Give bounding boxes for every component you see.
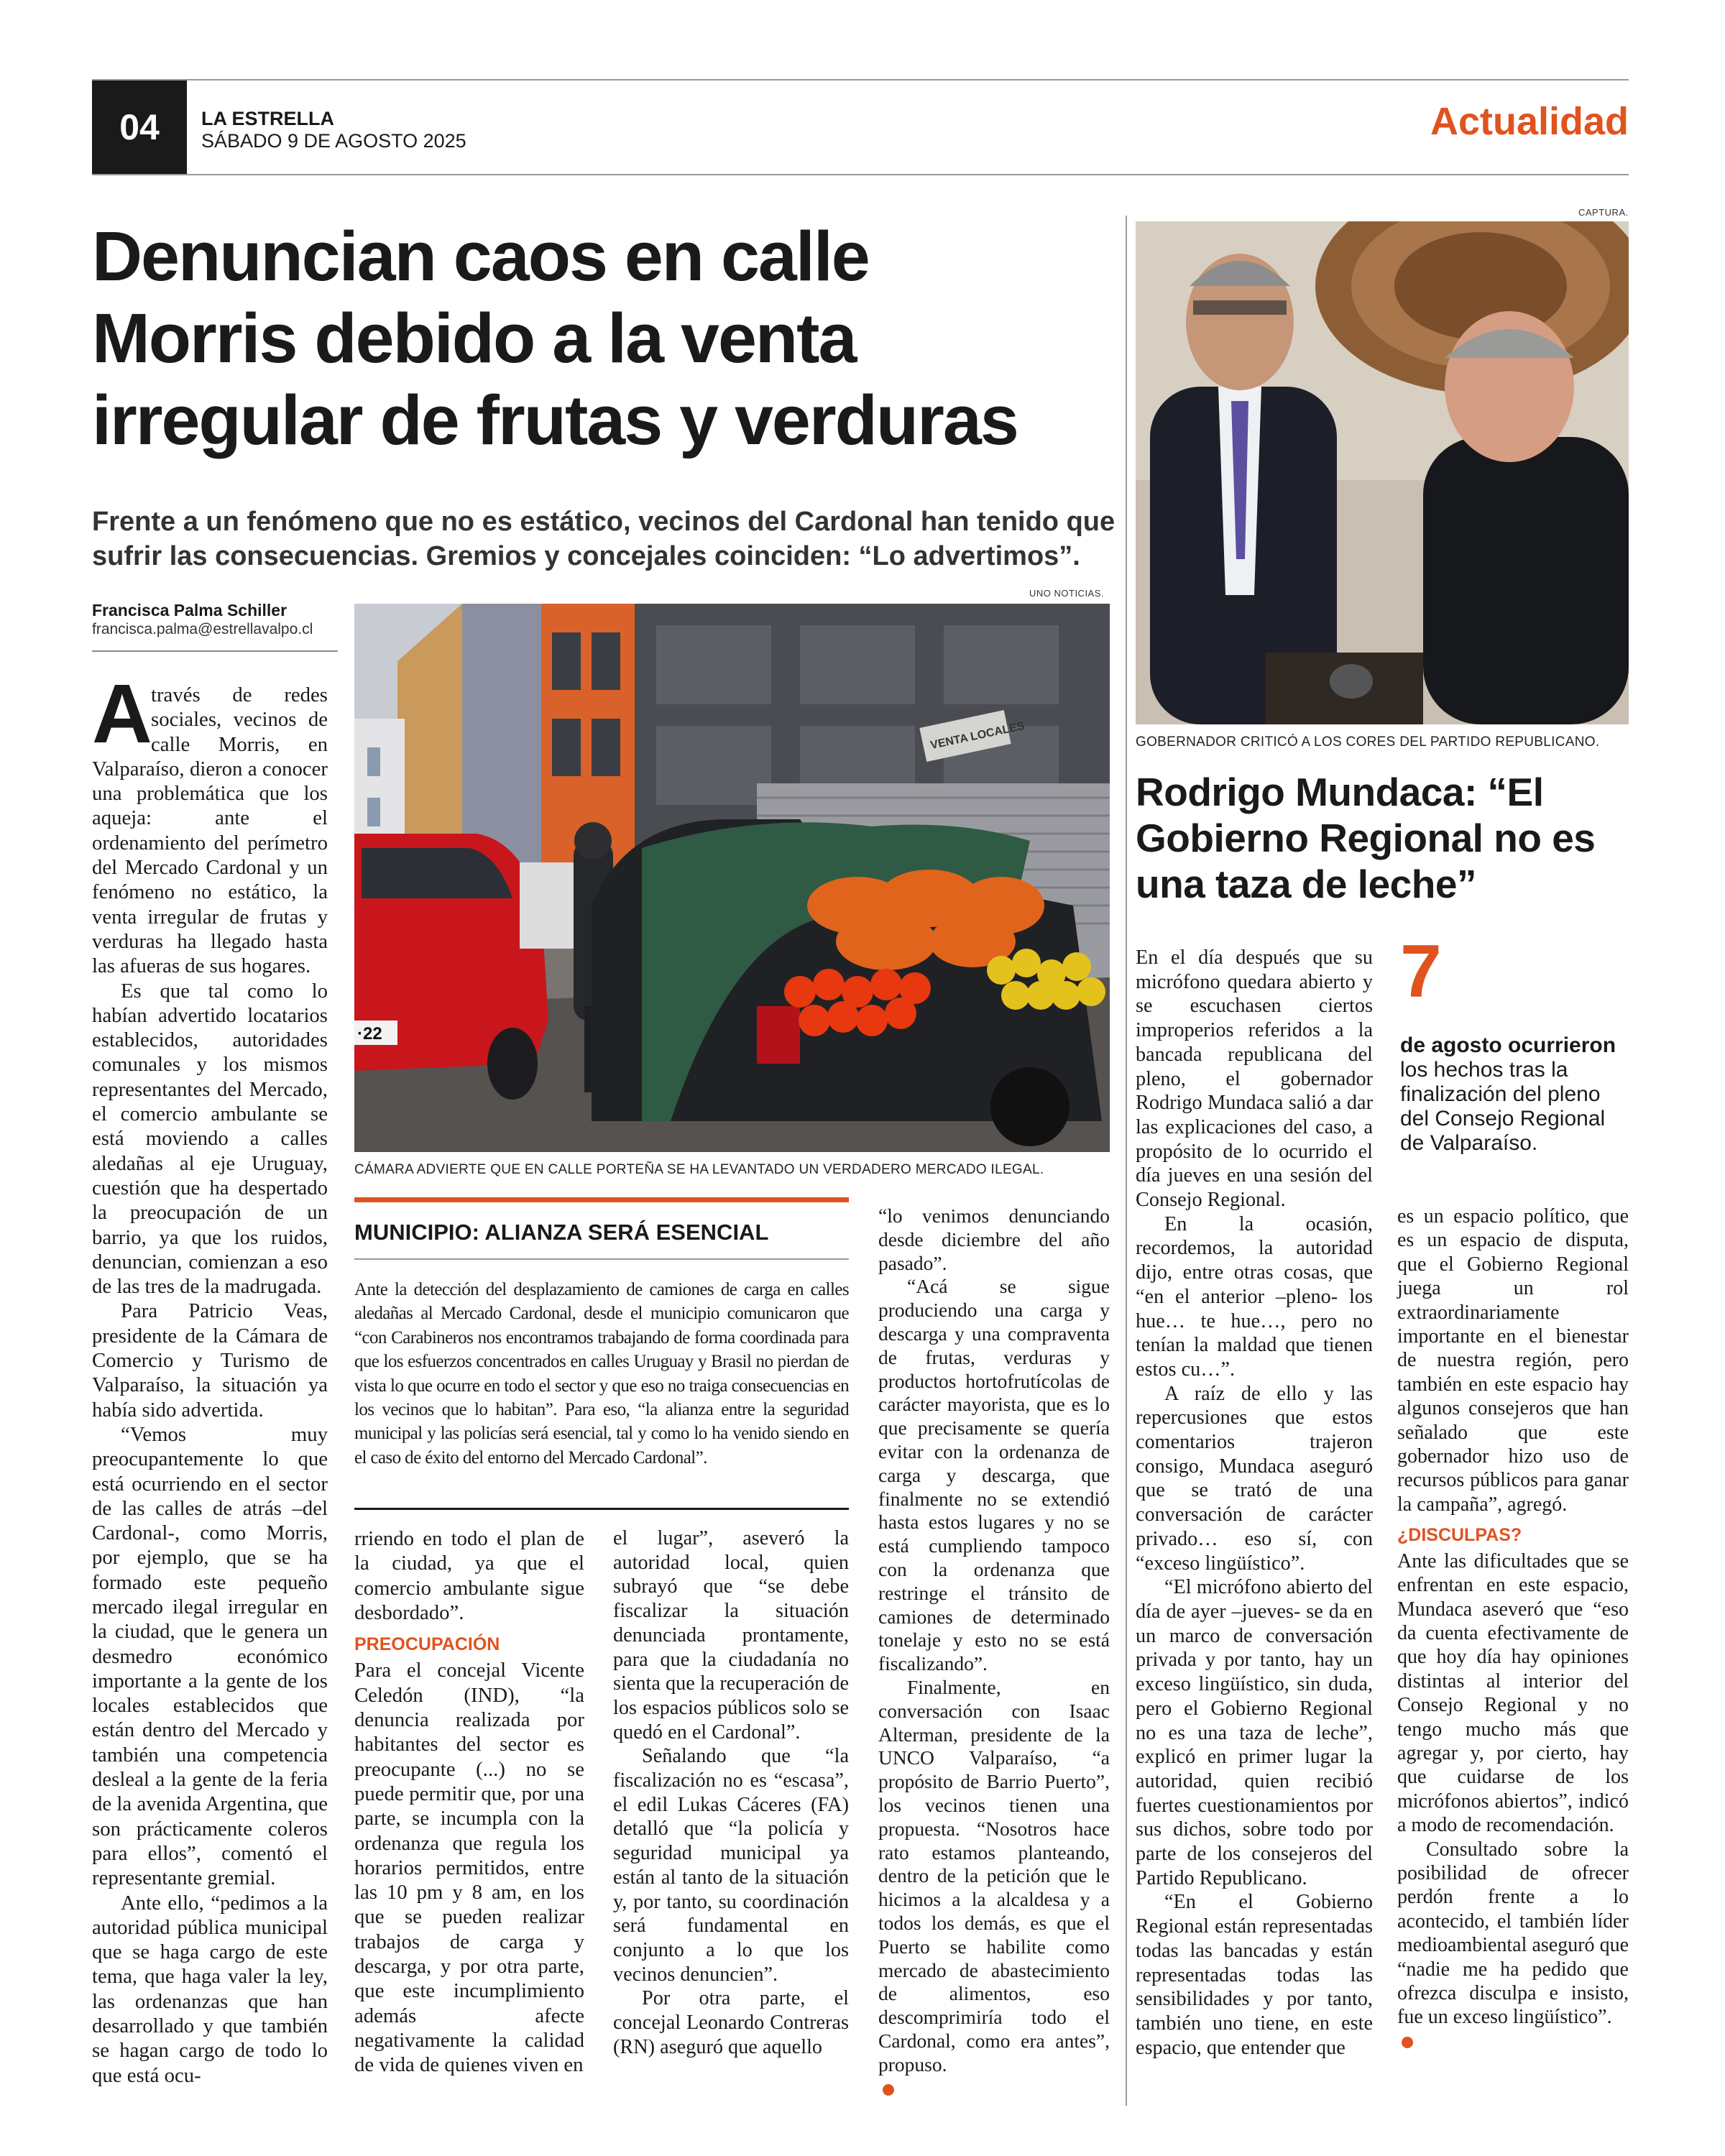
deck: Frente a un fenómeno que no es estático, vecinos del Cardonal han tenido que sufrir las consecuencias. Gremios y concejales coinciden: “Lo advertimos”. xyxy=(92,507,1116,571)
dropcap: A xyxy=(92,667,152,760)
paragraph: Es que tal como lo habían advertido locatarios establecidos, autoridades comunales y los mismos representantes del Mercado, el comercio ambulante se está moviendo a calles aledañas al eje Uruguay, cuestión que ha despertado la preocupación de un barrio, ya que los ruidos, denuncian, comienzan a eso de las tres de la madrugada. xyxy=(92,979,328,1299)
byline-rule xyxy=(92,650,338,652)
page-number: 04 xyxy=(92,80,187,174)
headline xyxy=(92,216,1134,461)
section-title: Actualidad xyxy=(1430,100,1629,143)
article-col-4 xyxy=(878,1204,1110,2100)
paragraph: es un espacio político, que es un espacio de disputa, que el Gobierno Regional juega un rol extraordinariamente importante en el bienestar de nuestra región, pero también en este espacio hay algunos consejeros que han señalado que este gobernador hizo uso de recursos públicos para ganar la campaña”, agregó. xyxy=(1397,1205,1629,1516)
headline-line: irregular de frutas y verduras xyxy=(92,381,1018,459)
box-bottom-rule xyxy=(354,1508,849,1510)
paragraph: través de redes sociales, vecinos de calle Morris, en Valparaíso, dieron a conocer una problemática que los aqueja: ante el ordenamiento del perímetro del Mercado Cardonal y un fenómeno no estático, la venta irregular de frutas y verduras ha llegado hasta las afueras de sus hogares. xyxy=(92,683,328,978)
box-title-rule xyxy=(354,1258,849,1260)
paragraph: rriendo en todo el plan de la ciudad, ya que el comercio ambulante sigue desbordado”. xyxy=(354,1527,584,1624)
paragraph: Por otra parte, el concejal Leonardo Contreras (RN) aseguró que aquello xyxy=(613,1987,849,2058)
main-photo xyxy=(354,604,1110,1152)
stat-desc: los hechos tras la finalización del pleno del Consejo Regional de Valparaíso. xyxy=(1400,1058,1606,1155)
sidebar-col-1 xyxy=(1136,946,1373,2060)
sidebar-photo xyxy=(1136,221,1629,724)
paragraph: “Vemos muy preocupantemente lo que está ocurriendo en el sector de las calles de atrás –del Cardonal-, como Morris, por ejemplo, que se ha formado este pequeño mercado ilegal irregular en la ciudad, que le genera un desmedro económico importante a la gente de los locales establecidos que están dentro del Mercado y también una competencia desleal a la gente de la feria de la avenida Argentina, que son prácticamente coleros para ellos”, comentó el representante gremial. xyxy=(92,1422,328,1890)
paragraph: Para Patricio Veas, presidente de la Cámara de Comercio y Turismo de Valparaíso, la situación ya había sido advertida. xyxy=(92,1299,328,1422)
photo-credit: UNO NOTICIAS. xyxy=(1029,588,1105,599)
article-col-1 xyxy=(92,683,328,2088)
paragraph: “En el Gobierno Regional están representadas todas las bancadas y están representadas todas las sensibilidades y por tanto, también uno tiene, en este espacio, que entender que xyxy=(1136,1891,1373,2059)
subhead-preocupacion: PREOCUPACIÓN xyxy=(354,1634,500,1655)
issue-date: SÁBADO 9 DE AGOSTO 2025 xyxy=(201,130,466,152)
newspaper-name: LA ESTRELLA xyxy=(201,108,334,129)
sidebar-headline: Rodrigo Mundaca: “El Gobierno Regional no es una taza de leche” xyxy=(1136,770,1596,906)
paragraph: Señalando que “la fiscalización no es “escasa”, el edil Lukas Cáceres (FA) detalló que “la policía y seguridad municipal ya están al tanto de la situación y, por tanto, su coordinación será fundamental en conjunto a lo que los vecinos denuncien”. xyxy=(613,1745,849,1986)
headline-line: Denuncian caos en calle xyxy=(92,217,869,295)
storefront-sign: VENTA LOCALES xyxy=(929,719,1026,752)
stat-number: 7 xyxy=(1400,930,1442,1013)
top-rule xyxy=(92,79,1629,80)
sidebar-photo-caption: GOBERNADOR CRITICÓ A LOS CORES DEL PARTIDO REPUBLICANO. xyxy=(1136,734,1600,750)
byline-email: francisca.palma@estrellavalpo.cl xyxy=(92,621,313,637)
end-mark-icon xyxy=(1402,2037,1413,2048)
sidebar-photo-credit: CAPTURA. xyxy=(1578,207,1629,218)
header-rule xyxy=(92,174,1629,175)
article-col-3 xyxy=(613,1526,849,2059)
box-title: MUNICIPIO: ALIANZA SERÁ ESENCIAL xyxy=(354,1220,769,1245)
column-divider xyxy=(1126,216,1127,2106)
subhead-disculpas: ¿DISCULPAS? xyxy=(1397,1525,1522,1546)
paragraph: Para el concejal Vicente Celedón (IND), “la denuncia realizada por habitantes del sector es preocupante (...) no se puede permitir que, por una parte, se incumpla con la ordenanza que regula los horarios permitidos, entre las 10 pm y 8 am, en los que se pueden realizar trabajos de carga y descarga, y por otra parte, que este incumplimiento además afecte negativamente la calidad de vida de quienes viven en xyxy=(354,1659,584,2077)
paragraph: Finalmente, en conversación con Isaac Alterman, presidente de la UNCO Valparaíso, “a propósito de Barrio Puerto”, los vecinos tienen una propuesta. “Nosotros hace rato estamos planteando, dentro de la petición que le hicimos a la alcaldesa y a todos los demás, es que el Puerto se habilite como mercado de abastecimiento de alimentos, eso descomprimiría todo el Cardonal, como era antes”, propuso. xyxy=(878,1675,1110,2076)
paragraph: “Acá se sigue produciendo una carga y descarga y una compraventa de frutas, verduras y productos hortofrutícolas de carácter mayorista, que es lo que precisamente se quería evitar con la ordenanza de carga y descarga, que finalmente no se extendió hasta estos lugares y no se está cumpliendo tampoco con la ordenanza que restringe el tránsito de camiones de determinado tonelaje y esto no se está fiscalizando”. xyxy=(878,1275,1110,1675)
paragraph: En el día después que su micrófono quedara abierto y se escuchasen ciertos improperios referidos a la bancada republicana del pleno, el gobernador Rodrigo Mundaca salió a dar las explicaciones del caso, a propósito de lo ocurrido el día jueves en una sesión del Consejo Regional. xyxy=(1136,946,1373,1212)
paragraph: Ante las dificultades que se enfrentan en este espacio, Mundaca aseveró que “eso da cuenta efectivamente de que hoy día hay opiniones distintas al interior del Consejo Regional y no tengo mucho más que agregar y, por cierto, hay que cuidarse de los micrófonos abiertos”, indicó a modo de recomendación. xyxy=(1397,1549,1629,1837)
headline-line: Morris debido a la venta xyxy=(92,299,856,377)
end-mark-icon xyxy=(883,2084,894,2096)
byline-author: Francisca Palma Schiller xyxy=(92,601,288,619)
paragraph: “El micrófono abierto del día de ayer –jueves- se da en un marco de conversación privada y por tanto, hay un exceso lingüístico, sin duda, pero el Gobierno Regional no es una taza de leche”, explicó en primer lugar la autoridad, quien recibió fuertes cuestionamientos por sus dichos, sobre todo por parte de los consejeros del Partido Republicano. xyxy=(1136,1576,1373,1889)
sidebar-col-2 xyxy=(1397,1204,1629,2053)
stat-bold: de agosto ocurrieron xyxy=(1400,1033,1616,1057)
paragraph: A raíz de ello y las repercusiones que estos comentarios trajeron consigo, Mundaca aseguró que se trató de una conversación de carácter privado… eso sí, con “exceso lingüístico”. xyxy=(1136,1382,1373,1575)
plate-text: ·22 xyxy=(357,1024,382,1044)
paragraph: el lugar”, aseveró la autoridad local, quien subrayó que “se debe fiscalizar la situación denunciada prontamente, para que la ciudadanía no sienta que la recuperación de los espacios públicos solo se quedó en el Cardonal”. xyxy=(613,1527,849,1743)
article-col-2 xyxy=(354,1526,584,2078)
paragraph: En la ocasión, recordemos, la autoridad dijo, entre otras cosas, que “en el anterior –pleno- los hue… te hue…, pero no tenían la maldad que tienen estos cu…”. xyxy=(1136,1212,1373,1381)
paragraph: “lo venimos denunciando desde diciembre del año pasado”. xyxy=(878,1204,1110,1274)
paragraph: Ante ello, “pedimos a la autoridad pública municipal que se haga cargo de este tema, que haga valer la ley, las ordenanzas que han desarrollado y que también se hagan cargo de todo lo que está ocu- xyxy=(92,1891,328,2087)
box-text: Ante la detección del desplazamiento de camiones de carga en calles aledañas al Mercado Cardonal, desde el municipio comunicaron que “con Carabineros nos encontramos trabajando de forma coordinada para que los esfuerzos concentrados en calles Uruguay y Brasil no pierdan de vista lo que ocurre en todo el sector y que eso no traiga consecuencias en los vecinos que lo habitan”. Para eso, “la alianza entre la seguridad municipal y las policías será esencial, tal y como lo ha venido siendo en el caso de éxito del entorno del Mercado Cardonal”. xyxy=(354,1280,849,1468)
stat-text xyxy=(1400,1033,1630,1156)
paragraph: Consultado sobre la posibilidad de ofrecer perdón frente a lo acontecido, el también líder medioambiental aseguró que “nadie me ha pedido que ofrezca disculpa e insisto, fue un exceso lingüístico”. xyxy=(1397,1838,1629,2029)
box-top-rule xyxy=(354,1197,849,1202)
photo-caption: CÁMARA ADVIERTE QUE EN CALLE PORTEÑA SE HA LEVANTADO UN VERDADERO MERCADO ILEGAL. xyxy=(354,1162,1044,1177)
